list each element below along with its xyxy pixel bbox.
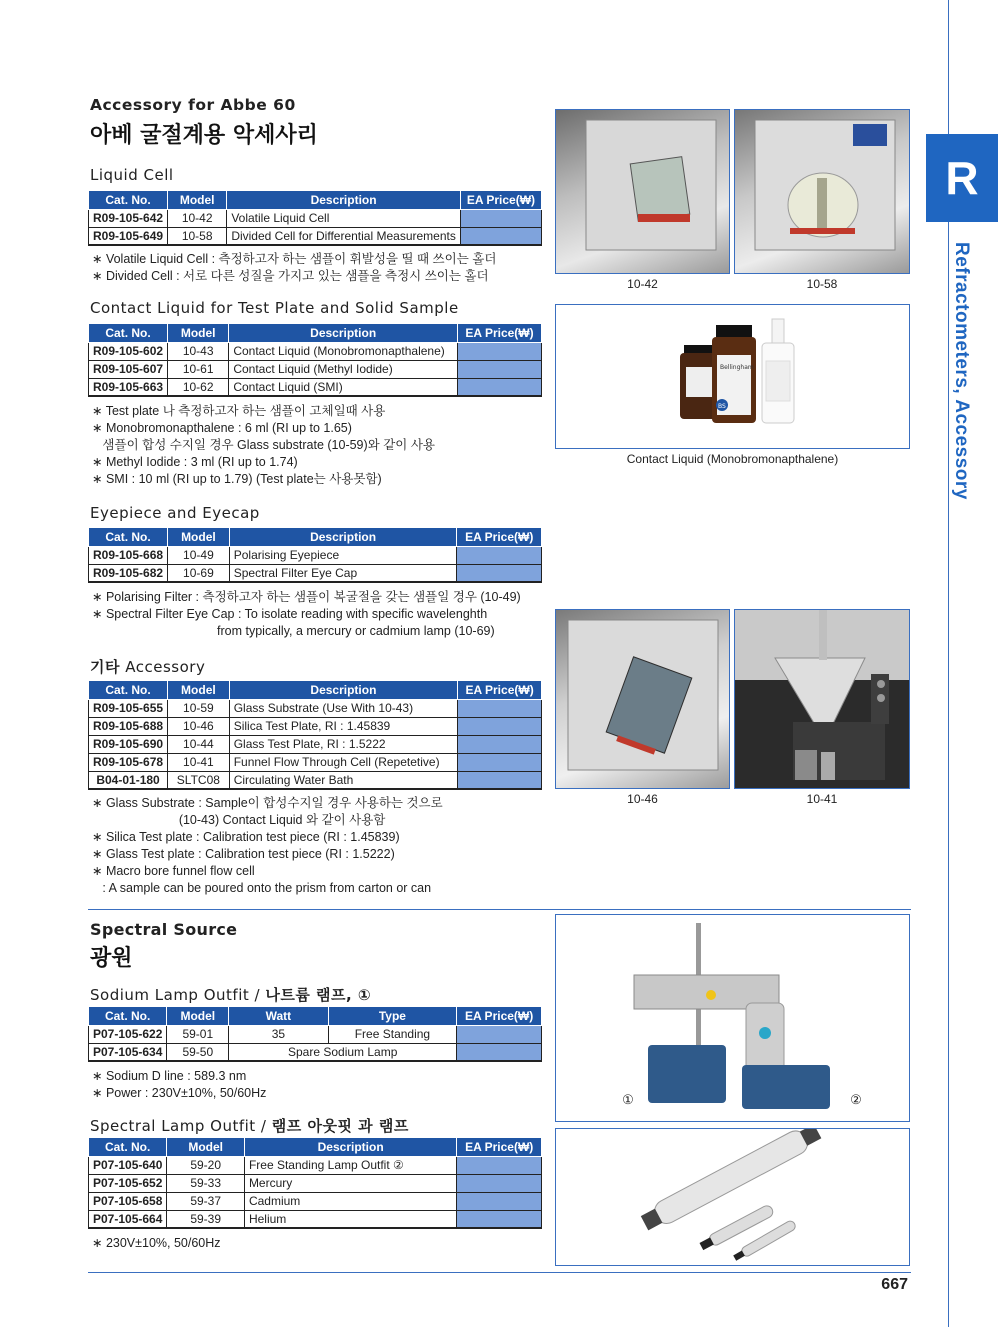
caption-10-46: 10-46 [627, 792, 658, 806]
table-row: P07-105-622 59-01 35 Free Standing [89, 1025, 542, 1043]
contact-liquid-notes: ∗ Test plate 나 측정하고자 하는 샘플이 고체일때 사용 ∗ Monobromonapthalene : 6 ml (RI up to 1.65) 샘플이 합성 수지일 경우 Glass substrate (10-59)와 같이 사용 ∗ Methyl Iodide : 3 ml (RI up to 1.74) ∗ SMI : 10 ml (RI up to 1.79) (Test plate는 사용못함) [92, 404, 435, 486]
photo-silica-test-plate [555, 609, 730, 789]
photo-volatile-liquid-cell [555, 109, 730, 274]
table-row: R09-105-663 10-62 Contact Liquid (SMI) [89, 378, 542, 396]
table-row: P07-105-664 59-39 Helium [89, 1210, 542, 1228]
contact-liquid-table: Cat. No. Model Description EA Price(₩) R09-105-602 10-43 Contact Liquid (Monobromonapthalene) R09-105-607 10-61 Contact Liquid (Methyl Iodide) R09-105-663 10-62 Contact Liquid (SMI) [88, 324, 542, 397]
eyepiece-title: Eyepiece and Eyecap [90, 504, 260, 522]
table-row: R09-105-602 10-43 Contact Liquid (Monobromonapthalene) [89, 342, 542, 360]
table-row: B04-01-180 SLTC08 Circulating Water Bath [89, 771, 542, 789]
spectral-source-title-en: Spectral Source [90, 920, 238, 939]
caption-10-41: 10-41 [806, 792, 838, 806]
page-number: 667 [881, 1276, 908, 1293]
sodium-lamp-notes: ∗ Sodium D line : 589.3 nm ∗ Power : 230V±10%, 50/60Hz [92, 1069, 267, 1100]
spectral-source-title-ko: 광원 [90, 946, 133, 971]
bottle-badge-label: BS [718, 403, 726, 410]
photo-spectral-lamps [555, 1128, 910, 1266]
spectral-lamp-title: Spectral Lamp Outfit / 램프 아웃핏 과 램프 [90, 1117, 409, 1135]
table-row: R09-105-688 10-46 Silica Test Plate, RI : 1.45839 [89, 717, 542, 735]
table-row: P07-105-640 59-20 Free Standing Lamp Outfit ② [89, 1156, 542, 1174]
table-row: R09-105-649 10-58 Divided Cell for Differential Measurements [89, 227, 542, 245]
footer-line [88, 1272, 911, 1273]
sodium-lamp-title: Sodium Lamp Outfit / 나트륨 램프, ① [90, 986, 372, 1004]
spectral-lamp-table: Cat. No. Model Description EA Price(₩) P07-105-640 59-20 Free Standing Lamp Outfit ② P07-105-652 59-33 Mercury P07-105-658 59-37 Cadmium P07-105-664 59-39 Helium [88, 1138, 542, 1229]
bottle-brand-label: Bellingham [720, 364, 754, 371]
liquid-cell-title: Liquid Cell [90, 166, 174, 184]
table-row: P07-105-658 59-37 Cadmium [89, 1192, 542, 1210]
caption-10-58: 10-58 [806, 277, 838, 291]
table-row: R09-105-668 10-49 Polarising Eyepiece [89, 546, 542, 564]
section-tab: R [926, 134, 998, 222]
page-title-en: Accessory for Abbe 60 [90, 96, 296, 114]
other-accessory-notes: ∗ Glass Substrate : Sample이 합성수지일 경우 사용하는 것으로 (10-43) Contact Liquid 와 같이 사용함 ∗ Silica Test plate : Calibration test piece (RI : 1.45839) ∗ Glass Test plate : Calibration test piece (RI : 1.5222) ∗ Macro bore funnel flow cell : A sample can be poured onto the prism from carton or can [92, 796, 443, 895]
photo-contact-liquid-bottles [555, 304, 910, 449]
table-row: R09-105-642 10-42 Volatile Liquid Cell [89, 209, 542, 227]
table-row: P07-105-652 59-33 Mercury [89, 1174, 542, 1192]
sidebar-vertical-label: Refractometers, Accessory [951, 242, 972, 500]
eyepiece-notes: ∗ Polarising Filter : 측정하고자 하는 샘플이 복굴절을 갖는 샘플일 경우 (10-49) ∗ Spectral Filter Eye Cap : To isolate reading with specific wavelenghth from typically, a mercury or cadmium lamp (10-69) [92, 590, 521, 638]
spectral-lamp-notes: ∗ 230V±10%, 50/60Hz [92, 1236, 221, 1250]
photo-divided-cell [734, 109, 910, 274]
photo-sodium-lamp-outfit [555, 914, 910, 1122]
eyepiece-table: Cat. No. Model Description EA Price(₩) R09-105-668 10-49 Polarising Eyepiece R09-105-682 10-69 Spectral Filter Eye Cap [88, 528, 542, 583]
col-desc: Description [227, 191, 461, 209]
photo-funnel-flow-cell [734, 609, 910, 789]
liquid-cell-table [88, 191, 542, 246]
sodium-lamp-table: Cat. No. Model Watt Type EA Price(₩) P07-105-622 59-01 35 Free Standing P07-105-634 59-50 Spare Sodium Lamp [88, 1007, 542, 1062]
col-model: Model [168, 191, 227, 209]
other-accessory-title: 기타 Accessory [90, 658, 206, 676]
caption-lamp-1: ① [622, 1092, 634, 1107]
table-row: R09-105-682 10-69 Spectral Filter Eye Cap [89, 564, 542, 582]
table-row: R09-105-678 10-41 Funnel Flow Through Cell (Repetetive) [89, 753, 542, 771]
other-accessory-table: Cat. No. Model Description EA Price(₩) R09-105-655 10-59 Glass Substrate (Use With 10-43) R09-105-688 10-46 Silica Test Plate, RI : 1.45839 R09-105-690 10-44 Glass Test Plate, RI : 1.5222 R09-105-678 10-41 Funnel Flow Through Cell (Repetetive) B04-01-180 SLTC08 Circulating Water Bath [88, 681, 542, 790]
caption-contact-liquid: Contact Liquid (Monobromonapthalene) [626, 452, 839, 466]
caption-10-42: 10-42 [627, 277, 658, 291]
contact-liquid-title: Contact Liquid for Test Plate and Solid Sample [90, 299, 459, 317]
col-price: EA Price(₩) [460, 191, 541, 209]
liquid-cell-notes: ∗ Volatile Liquid Cell : 측정하고자 하는 샘플이 휘발성을 띨 때 쓰이는 홀더 ∗ Divided Cell : 서로 다른 성질을 가지고 있는 샘플을 측정시 쓰이는 홀더 [92, 252, 497, 283]
table-row: R09-105-607 10-61 Contact Liquid (Methyl Iodide) [89, 360, 542, 378]
table-row: R09-105-690 10-44 Glass Test Plate, RI : 1.5222 [89, 735, 542, 753]
col-cat: Cat. No. [89, 191, 168, 209]
section-divider [88, 909, 911, 910]
table-row: P07-105-634 59-50 Spare Sodium Lamp [89, 1043, 542, 1061]
page-title-ko: 아베 굴절계용 악세사리 [90, 123, 318, 148]
caption-lamp-2: ② [850, 1092, 862, 1107]
table-row: R09-105-655 10-59 Glass Substrate (Use With 10-43) [89, 699, 542, 717]
